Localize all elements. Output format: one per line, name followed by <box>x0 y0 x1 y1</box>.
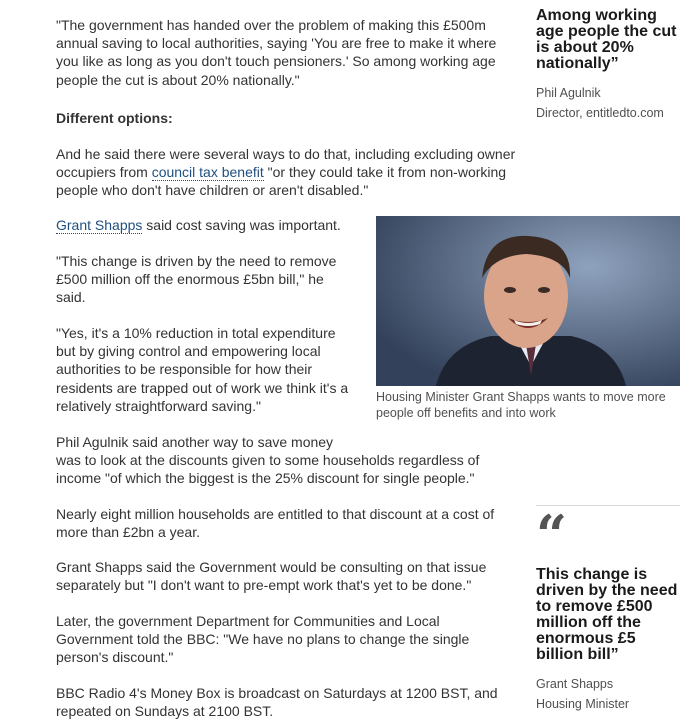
p2-line-pre: occupiers from <box>56 164 152 181</box>
paragraph-5 <box>56 324 348 415</box>
pq2-line: This change is <box>536 566 648 583</box>
pullquote-agulnik <box>536 8 686 120</box>
pq1-line: nationally” <box>536 55 619 72</box>
p8-line: separately but "I don't want to pre-empt work that's yet to be done." <box>56 577 472 594</box>
paragraph-7 <box>56 505 494 541</box>
p1-line: annual saving to local authorities, saying 'You are free to make it where <box>56 35 497 52</box>
quote-mark-icon: “ <box>536 503 568 567</box>
pq2-line: to remove £500 <box>536 598 653 615</box>
p5-line: "Yes, it's a 10% reduction in total expenditure <box>56 325 336 341</box>
p3-text: said cost saving was important. <box>142 217 341 233</box>
paragraph-2 <box>56 145 515 200</box>
p5-line: residents are trapped out of work we think it's a <box>56 379 349 396</box>
p1-line: people the cut is about 20% nationally." <box>56 71 300 88</box>
p10-line: repeated on Sundays at 2100 BST. <box>56 703 274 720</box>
pullquote-text <box>536 8 686 72</box>
p5-line: but by giving control and empowering local <box>56 343 321 360</box>
portrait-illustration <box>376 216 680 386</box>
pullquote-author-role: Director, entitledto.com <box>536 106 664 120</box>
pullquote-shapps <box>536 567 686 711</box>
pullquote-author: Grant Shapps <box>536 677 614 691</box>
p7-line: more than £2bn a year. <box>56 524 200 541</box>
pullquote-text <box>536 567 686 663</box>
paragraph-8 <box>56 558 486 594</box>
pq1-line: age people the cut <box>536 23 677 40</box>
p5-line: relatively straightforward saving." <box>56 397 261 414</box>
p2-line: people who don't have children or aren't disabled." <box>56 182 369 199</box>
paragraph-9 <box>56 612 469 667</box>
right-eye <box>538 287 550 293</box>
p9-line: Government told the BBC: "We have no plans to change the single <box>56 631 470 648</box>
p5-line: authorities to be responsible for how their <box>56 361 313 378</box>
council-tax-benefit-link[interactable]: council tax benefit <box>151 164 264 181</box>
p1-line: you like as long as you don't touch pensioners.' So among working age <box>56 53 496 70</box>
paragraph-10 <box>56 684 498 720</box>
pq2-line: million off the <box>536 614 641 631</box>
paragraph-6 <box>56 433 479 488</box>
p2-line-post: "or they could take it from non-working <box>263 164 507 181</box>
p10-line: BBC Radio 4's Money Box is broadcast on Saturdays at 1200 BST, and <box>56 685 498 701</box>
pq1-line: Among working <box>536 7 657 24</box>
caption-line: people off benefits and into work <box>376 406 556 420</box>
p6-line: was to look at the discounts given to some households regardless of <box>56 452 480 469</box>
subheading-text: Different options: <box>56 110 173 126</box>
pullquote-author-role: Housing Minister <box>536 697 630 711</box>
photo-caption <box>376 389 686 421</box>
caption-line: Housing Minister Grant Shapps wants to move more <box>376 390 666 404</box>
pq2-line: driven by the need <box>536 582 678 599</box>
paragraph-3 <box>56 216 341 234</box>
p6-line: income "of which the biggest is the 25% discount for single people." <box>56 470 475 487</box>
grant-shapps-photo <box>376 216 680 386</box>
p8-line: Grant Shapps said the Government would be consulting on that issue <box>56 559 487 575</box>
p4-line: said. <box>56 289 86 306</box>
pq2-line: enormous £5 <box>536 630 636 647</box>
p7-line: Nearly eight million households are entitled to that discount at a cost of <box>56 506 495 522</box>
paragraph-1 <box>56 16 496 89</box>
p9-line: person's discount." <box>56 649 174 666</box>
pq1-line: is about 20% <box>536 39 634 56</box>
pullquote-author: Phil Agulnik <box>536 86 601 100</box>
p4-line: "This change is driven by the need to remove <box>56 253 337 269</box>
left-eye <box>504 287 516 293</box>
p1-line: "The government has handed over the problem of making this £500m <box>56 17 486 33</box>
grant-shapps-link[interactable]: Grant Shapps <box>56 217 143 233</box>
pq2-line: billion bill” <box>536 646 619 663</box>
p9-line: Later, the government Department for Communities and Local <box>56 613 440 629</box>
p6-line: Phil Agulnik said another way to save money <box>56 434 334 450</box>
p4-line: £500 million off the enormous £5bn bill," he <box>56 271 324 288</box>
paragraph-4 <box>56 252 336 307</box>
subheading <box>56 109 173 127</box>
p2-line: And he said there were several ways to do that, including excluding owner <box>56 146 516 162</box>
